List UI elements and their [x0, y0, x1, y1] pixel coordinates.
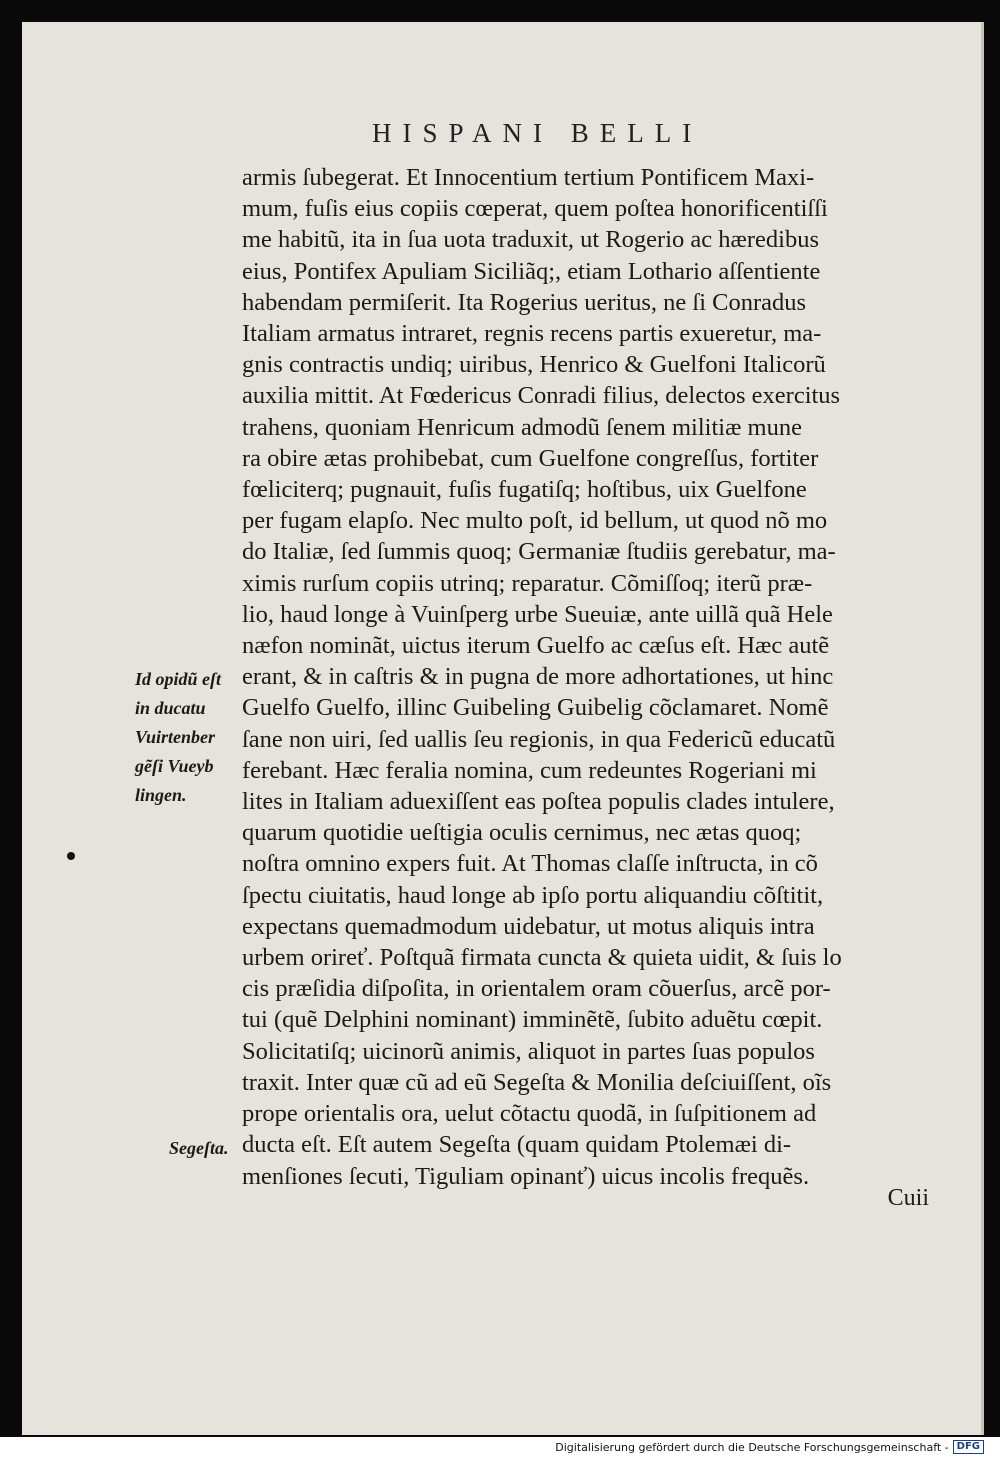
marginal-note-line: Id opidũ eſt — [135, 669, 222, 689]
text-line: noſtra omnino expers fuit. At Thomas claſſe inſtructa, in cõ — [242, 850, 818, 878]
text-line: fœliciterq; pugnauit, fuſis fugatiſq; hoſtibus, uix Guelfone — [242, 476, 807, 504]
text-line: ſane non uiri, ſed uallis ſeu regionis, in qua Federicũ educatũ — [242, 725, 836, 753]
text-line: ximis rurſum copiis utrinq; reparatur. Cõmiſſoq; iterũ præ- — [242, 569, 813, 597]
text-line: ſpectu ciuitatis, haud longe ab ipſo portu aliquandiu cõſtitit, — [242, 881, 824, 909]
text-line: tui (quẽ Delphini nominant) imminẽtẽ, ſubito aduẽtu cœpit. — [242, 1006, 823, 1034]
catchword: Cuii — [887, 1185, 929, 1211]
funding-credit: Digitalisierung gefördert durch die Deutsche Forschungsgemeinschaft - — [555, 1440, 949, 1454]
running-title: HISPANI BELLI — [372, 118, 703, 148]
text-line: trahens, quoniam Henricum admodũ ſenem militiæ mune — [242, 413, 802, 441]
text-line: cis præſidia diſpoſita, in orientalem oram cõuerſus, arcẽ por- — [242, 975, 831, 1003]
marginal-note-line: Vuirtenber — [135, 727, 216, 747]
text-line: armis ſubegerat. Et Innocentium tertium Pontificem Maxi- — [242, 164, 815, 191]
text-line: me habitũ, ita in ſua uota traduxit, ut Rogerio ac hæredibus — [242, 226, 819, 254]
text-line: Guelfo Guelfo, illinc Guibeling Guibelig cõclamaret. Nomẽ — [242, 694, 829, 722]
text-line: traxit. Inter quæ cũ ad eũ Segeſta & Monilia deſciuiſſent, oĩs — [242, 1068, 832, 1096]
text-line: ferebant. Hæc feralia nomina, cum redeuntes Rogeriani mi — [242, 756, 817, 784]
text-line: Solicitatiſq; uicinorũ animis, aliquot in partes ſuas populos — [242, 1037, 815, 1065]
text-line: lites in Italiam aduexiſſent eas poſtea populis clades intulere, — [242, 788, 835, 816]
text-line: mum, fuſis eius copiis cœperat, quem poſtea honorificentiſſi — [242, 195, 828, 223]
marginal-note-segesta: Segeſta. — [169, 1138, 229, 1158]
body-text — [242, 162, 932, 1192]
marginal-note-line: gẽſi Vueyb — [135, 756, 214, 776]
text-line: auxilia mittit. At Fœdericus Conradi filius, delectos exercitus — [242, 382, 841, 410]
dfg-logo[interactable]: DFG — [953, 1440, 984, 1454]
text-line: næfon nominãt, uictus iterum Guelfo ac cæſus eſt. Hæc autẽ — [242, 632, 830, 660]
ink-dot — [67, 852, 75, 860]
text-line: menſiones ſecuti, Tiguliam opinanť) uicus incolis frequẽs. — [242, 1162, 810, 1190]
text-line: Italiam armatus intraret, regnis recens partis exueretur, ma- — [242, 320, 822, 348]
text-line: gnis contractis undiq; uiribus, Henrico & Guelfoni Italicorũ — [242, 351, 826, 379]
text-line: expectans quemadmodum uidebatur, ut motus aliquis intra — [242, 912, 815, 940]
text-line: habendam permiſerit. Ita Rogerius ueritus, ne ſi Conradus — [242, 288, 807, 316]
footer-bar — [0, 1437, 1000, 1457]
text-line: ducta eſt. Eſt autem Segeſta (quam quidam Ptolemæi di- — [242, 1131, 792, 1159]
marginal-note-line: in ducatu — [135, 698, 206, 718]
text-line: per fugam elapſo. Nec multo poſt, id bellum, ut quod nõ mo — [242, 507, 828, 535]
text-line: eius, Pontifex Apuliam Siciliãq;, etiam Lothario aſſentiente — [242, 257, 821, 285]
text-line: prope orientalis ora, uelut cõtactu quodã, in ſuſpitionem ad — [242, 1100, 817, 1128]
marginal-note — [135, 665, 245, 810]
text-line: quarum quotidie ueſtigia oculis cernimus, nec ætas quoq; — [242, 819, 802, 847]
text-line: erant, & in caſtris & in pugna de more adhortationes, ut hinc — [242, 663, 834, 691]
text-line: do Italiæ, ſed ſummis quoq; Germaniæ ſtudiis gerebatur, ma- — [242, 538, 836, 566]
text-line: lio, haud longe à Vuinſperg urbe Sueuiæ, ante uillã quã Hele — [242, 600, 833, 628]
marginal-note-line: lingen. — [135, 785, 187, 805]
book-page — [22, 22, 984, 1435]
text-line: urbem orireť. Poſtquã firmata cuncta & quieta uidit, & ſuis lo — [242, 944, 842, 972]
text-line: ra obire ætas prohibebat, cum Guelfone congreſſus, fortiter — [242, 444, 819, 472]
